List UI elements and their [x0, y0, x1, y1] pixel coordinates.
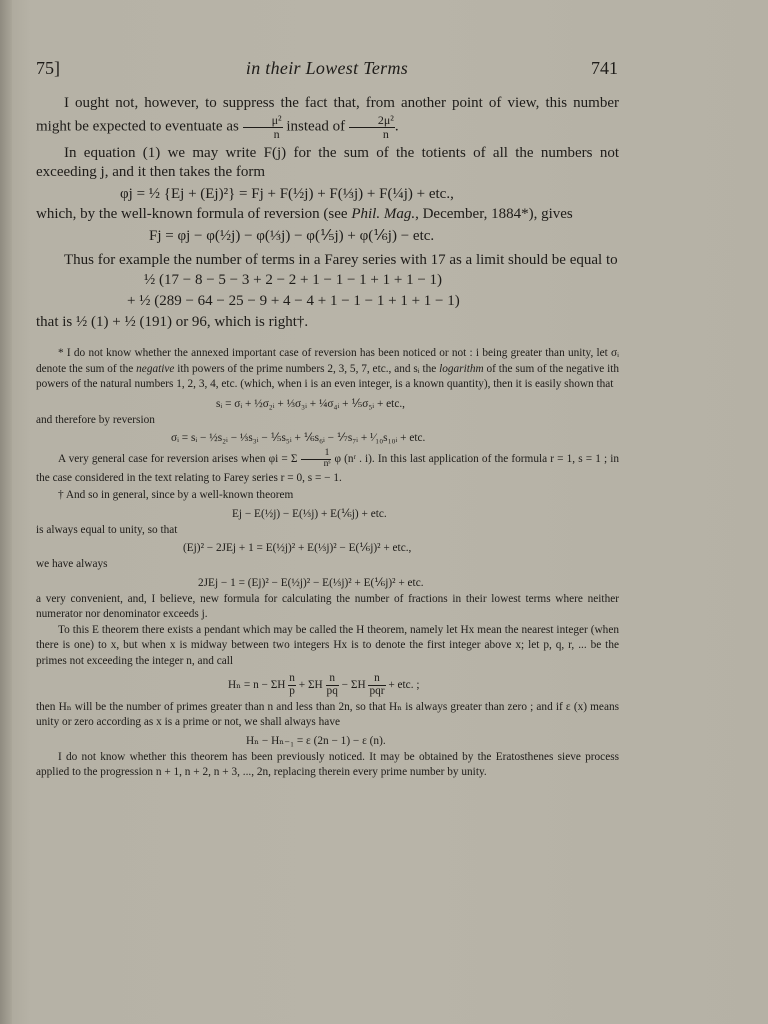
paragraph-3-text-b: , December, 1884*), gives — [415, 206, 573, 223]
paragraph-3-text-a: which, by the well-known formula of reversion (see — [36, 206, 348, 223]
footnote-1-text-a: * I do not know whether the annexed important case of reversion has been noticed or not : i being greater than unity, let σᵢ denote the sum of the — [36, 347, 619, 375]
frac-numerator: n — [326, 673, 339, 686]
footnote-equation-2JEj: 2JEj − 1 = (Ej)² − E(½j)² − E(⅓j)² + E(⅙j)² + etc. — [198, 576, 424, 589]
footnote-H-n-primes-text: then Hₙ will be the number of primes greater than n and less than 2n, so that Hₙ is always greater than zero ; and if ε (x) means unity or zero according as x is a prime or not, we shall always have — [36, 700, 619, 729]
fraction-one-over-n-s — [301, 449, 332, 470]
fraction-mu-squared-over-n — [243, 114, 283, 140]
footnote-general-text-b: φ (nʳ . i). In this last application of the formula r = 1, s = 1 ; in the case considered in the text relating to Farey series r = 0, s = − 1. — [36, 453, 620, 485]
running-header — [36, 58, 618, 84]
footnote-formula-text: a very convenient, and, I believe, new formula for calculating the number of fractions in their lowest terms where neither numerator nor denominator exceeds j. — [36, 592, 619, 621]
frac-numerator: n — [289, 672, 295, 685]
footnote-dagger: † And so in general, since by a well-known theorem — [58, 489, 294, 502]
footnote-1-emph-logarithm: logarithm — [439, 362, 484, 375]
frac-numerator: n — [368, 673, 385, 686]
paragraph-5: that is ½ (1) + ½ (191) or 96, which is right†. — [36, 314, 309, 331]
page-number: 741 — [591, 58, 618, 78]
equation-farey-line-1: ½ (17 − 8 − 5 − 3 + 2 − 2 + 1 − 1 − 1 + 1 + 1 − 1) — [144, 272, 443, 289]
footnote-H-theorem: To this E theorem there exists a pendant which may be called the H theorem, namely let Hx mean the nearest integer (when there is one) to x, but when x is midway between two integers Hx is to denote the first integer above x; let p, q, r, ... be the primes not exceeding the integer n, and call — [36, 623, 619, 667]
paragraph-1-mid: instead of — [286, 118, 346, 135]
equation-phi-j: φj = ½ {Ej + (Ej)²} = Fj + F(½j) + F(⅓j) + F(¼j) + etc., — [120, 186, 454, 203]
frac-numerator: 1 — [301, 449, 332, 460]
section-number: 75] — [36, 58, 60, 78]
footnote-equation-H-n-difference: Hₙ − Hₙ₋₁ = ε (2n − 1) − ε (n). — [246, 734, 386, 747]
paragraph-2: In equation (1) we may write F(j) for the sum of the totients of all the numbers not exceeding j, and it then takes the form — [36, 145, 619, 181]
paragraph-1 — [36, 92, 619, 140]
paragraph-1-end: . — [394, 118, 399, 135]
footnote-1-emph-negative: negative — [136, 362, 175, 375]
paragraph-3 — [36, 205, 619, 224]
H-n-part-d: + etc. ; — [388, 679, 420, 692]
page-binding-shadow — [0, 0, 12, 1024]
footnote-general-text-a: A very general case for reversion arises when φi = Σ — [58, 453, 298, 466]
footnote-equation-s-i: sᵢ = σᵢ + ½σ₂ᵢ + ⅓σ₃ᵢ + ¼σ₄ᵢ + ⅕σ₅ᵢ + etc., — [216, 397, 405, 410]
frac-denominator: nˢ — [323, 459, 331, 470]
paragraph-1-text: I ought not, however, to suppress the fact that, from another point of view, this number might be expected to eventuate as — [36, 95, 619, 135]
footnote-unity-text: is always equal to unity, so that — [36, 523, 178, 536]
footnote-equation-Ej-squared: (Ej)² − 2JEj + 1 = E(½j)² + E(⅓j)² − E(⅙j)² + etc., — [183, 542, 412, 555]
equation-F-j: Fj = φj − φ(½j) − φ(⅓j) − φ(⅕j) + φ(⅙j) − etc. — [149, 228, 435, 245]
footnote-1-text-b: ith powers of the prime numbers 2, 3, 5, 7, etc., and sᵢ the — [177, 362, 437, 375]
footnote-1-text-c: of the sum of the negative ith powers of the natural numbers 1, 2, 3, 4, etc. (which, when i is an even integer, is a known quantity), then it is easily shown that — [36, 362, 619, 391]
fraction-n-over-pqr — [368, 673, 385, 698]
footnote-always-text: we have always — [36, 558, 108, 571]
page-body — [36, 92, 619, 781]
frac-denominator: pq — [326, 684, 338, 697]
footnote-final-text: I do not know whether this theorem has been previously noticed. It may be obtained by the Eratosthenes sieve process applied to the progression n + 1, n + 2, n + 3, ..., 2n, replacing therein every prime number by unity. — [36, 750, 619, 779]
fraction-n-over-p — [288, 673, 296, 698]
fraction-2mu-squared-over-n — [349, 114, 395, 140]
frac-numerator: μ² — [243, 114, 283, 128]
running-title: in their Lowest Terms — [245, 58, 409, 78]
H-n-part-c: − ΣH — [341, 679, 366, 692]
frac-numerator: 2μ² — [349, 114, 395, 128]
equation-farey-line-2: + ½ (289 − 64 − 25 − 9 + 4 − 4 + 1 − 1 − 1 + 1 + 1 − 1) — [127, 293, 460, 310]
H-n-part-b: + ΣH — [298, 679, 323, 692]
frac-denominator: p — [289, 684, 295, 697]
H-n-part-a: Hₙ = n − ΣH — [228, 679, 286, 692]
footnote-equation-E-series: Ej − E(½j) − E(⅓j) + E(⅙j) + etc. — [232, 507, 387, 520]
footnotes — [36, 346, 619, 781]
frac-denominator: n — [273, 126, 280, 141]
paragraph-4: Thus for example the number of terms in a Farey series with 17 as a limit should be equal to — [64, 252, 618, 269]
footnote-asterisk — [36, 346, 619, 393]
frac-denominator: n — [382, 126, 389, 141]
fraction-n-over-pq — [326, 673, 339, 698]
journal-name: Phil. Mag. — [351, 206, 416, 223]
footnote-equation-H-n — [36, 673, 619, 698]
footnote-general-case — [36, 449, 619, 487]
footnote-reversion-label: and therefore by reversion — [36, 413, 155, 426]
footnote-equation-sigma-i: σᵢ = sᵢ − ½s₂ᵢ − ⅓s₃ᵢ − ⅕s₅ᵢ + ⅙s₆ᵢ − ⅐s₇ᵢ + ¹⁄₁₀s₁₀ᵢ + etc. — [171, 432, 426, 445]
frac-denominator: pqr — [369, 684, 385, 697]
